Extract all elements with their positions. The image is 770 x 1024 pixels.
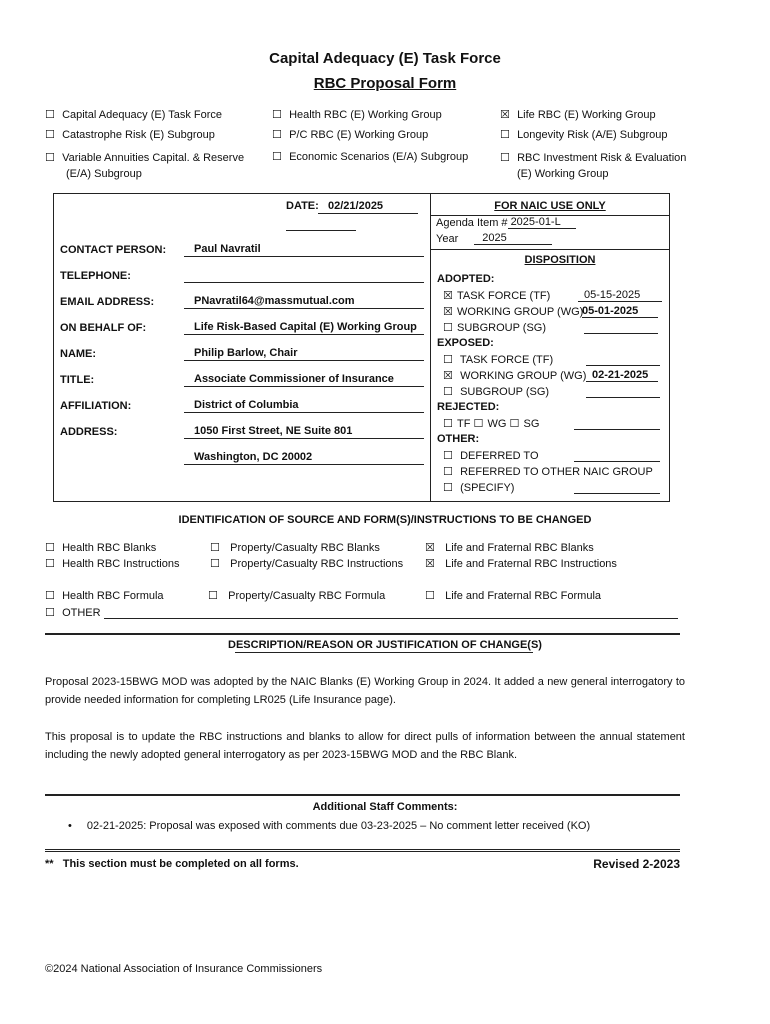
date-field[interactable]: 02/21/2025 [318, 200, 418, 214]
group-checkbox-economic-scenarios[interactable]: ☐ Economic Scenarios (E/A) Subgroup [272, 150, 469, 163]
rejected-wg-checkbox[interactable]: ☐ WG [473, 417, 507, 430]
life-rbc-instructions-checkbox[interactable]: ☒ Life and Fraternal RBC Instructions [425, 557, 617, 570]
deferred-to-field[interactable] [574, 449, 660, 462]
group-checkbox-pc-rbc[interactable]: ☐ P/C RBC (E) Working Group [272, 128, 429, 141]
agenda-item-field[interactable]: 2025-01-L [508, 217, 576, 229]
checkbox-icon: ☐ [45, 589, 55, 602]
name-field[interactable]: Philip Barlow, Chair [184, 347, 424, 361]
specify-checkbox[interactable]: ☐ (SPECIFY) [443, 481, 515, 494]
agenda-item-row: Agenda Item # 2025-01-L [436, 217, 576, 229]
description-heading-underline [235, 652, 533, 653]
address-line2-field[interactable]: Washington, DC 20002 [184, 451, 424, 465]
checkbox-icon: ☐ [272, 150, 282, 163]
telephone-field[interactable] [184, 269, 424, 283]
checkbox-icon: ☐ [210, 557, 220, 570]
life-rbc-formula-checkbox[interactable]: ☐ Life and Fraternal RBC Formula [425, 589, 602, 602]
adopted-label: ADOPTED: [437, 273, 495, 285]
referred-to-checkbox[interactable]: ☐ REFERRED TO OTHER NAIC GROUP [443, 465, 653, 478]
form-subtitle: RBC Proposal Form [313, 75, 457, 92]
year-row: Year 2025 [436, 233, 552, 245]
pc-rbc-formula-checkbox[interactable]: ☐ Property/Casualty RBC Formula [208, 589, 386, 602]
exposed-sg-checkbox[interactable]: ☐ SUBGROUP (SG) [443, 385, 550, 398]
email-label: EMAIL ADDRESS: [60, 296, 155, 308]
group-checkbox-capital-adequacy[interactable]: ☐ Capital Adequacy (E) Task Force [45, 108, 223, 121]
disposition-heading: DISPOSITION [524, 254, 596, 266]
on-behalf-of-label: ON BEHALF OF: [60, 322, 147, 334]
form-title: Capital Adequacy (E) Task Force [269, 50, 501, 67]
identification-heading: IDENTIFICATION OF SOURCE AND FORM(S)/INSTRUCTIONS TO BE CHANGED [178, 514, 592, 526]
checkbox-icon: ☐ [443, 385, 453, 398]
health-rbc-instructions-checkbox[interactable]: ☐ Health RBC Instructions [45, 557, 180, 570]
pc-rbc-blanks-checkbox[interactable]: ☐ Property/Casualty RBC Blanks [210, 541, 380, 554]
title-label: TITLE: [60, 374, 95, 386]
checkbox-icon: ☐ [443, 321, 453, 334]
checkbox-icon: ☐ [45, 128, 55, 141]
exposed-wg-date[interactable]: 02-21-2025 [586, 369, 658, 382]
on-behalf-of-field[interactable]: Life Risk-Based Capital (E) Working Group [184, 321, 424, 335]
exposed-tf-checkbox[interactable]: ☐ TASK FORCE (TF) [443, 353, 554, 366]
checkbox-icon: ☐ [45, 557, 55, 570]
email-field[interactable]: PNavratil64@massmutual.com [184, 295, 424, 309]
checkbox-icon: ☐ [272, 108, 282, 121]
staff-comment-bullet: • 02-21-2025: Proposal was exposed with comments due 03-23-2025 – No comment letter received (KO) [68, 820, 591, 832]
description-paragraph-2: This proposal is to update the RBC instructions and blanks to allow for direct pulls of information between the annual statement including the newly adopted general interrogatory as per 2023-15BWG MOD and the RBC Blank. [45, 731, 685, 761]
adopted-sg-date[interactable] [584, 321, 658, 334]
description-heading: DESCRIPTION/REASON OR JUSTIFICATION OF CHANGE(S) [228, 639, 542, 651]
deferred-to-checkbox[interactable]: ☐ DEFERRED TO [443, 449, 539, 462]
checked-checkbox-icon: ☒ [443, 305, 453, 318]
other-label: OTHER: [437, 433, 480, 445]
checkbox-icon: ☐ [272, 128, 282, 141]
exposed-label: EXPOSED: [437, 337, 494, 349]
group-checkbox-variable-annuities[interactable]: ☐ Variable Annuities Capital. & Reserve (E/A) Subgroup [45, 151, 245, 180]
group-checkbox-life-rbc[interactable]: ☒ Life RBC (E) Working Group [500, 108, 656, 121]
checkbox-icon: ☐ [443, 449, 453, 462]
rejected-date[interactable] [574, 417, 660, 430]
footer-note: ** This section must be completed on all forms. [45, 858, 299, 870]
other-source-field[interactable] [104, 606, 678, 619]
copyright: ©2024 National Association of Insurance Commissioners [45, 963, 323, 975]
bullet-icon: • [68, 820, 72, 832]
exposed-tf-date[interactable] [586, 353, 660, 366]
adopted-sg-checkbox[interactable]: ☐ SUBGROUP (SG) [443, 321, 547, 334]
exposed-sg-date[interactable] [586, 385, 660, 398]
pc-rbc-instructions-checkbox[interactable]: ☐ Property/Casualty RBC Instructions [210, 557, 404, 570]
title-field[interactable]: Associate Commissioner of Insurance [184, 373, 424, 387]
checkbox-icon: ☐ [45, 151, 55, 164]
checkbox-icon: ☐ [425, 589, 435, 602]
checked-checkbox-icon: ☒ [425, 557, 435, 570]
staff-divider [45, 794, 680, 796]
staff-comments-heading: Additional Staff Comments: [312, 801, 458, 813]
checkbox-icon: ☐ [500, 151, 510, 164]
checkbox-icon: ☐ [45, 541, 55, 554]
checkbox-icon: ☐ [45, 108, 55, 121]
footer-divider [45, 849, 680, 854]
description-paragraph-1: Proposal 2023-15BWG MOD was adopted by the NAIC Blanks (E) Working Group in 2024. It added a new general interrogatory to provide needed information for completing LR025 (Life Insurance page). [45, 676, 685, 706]
date-continuation-line [286, 218, 356, 231]
checked-checkbox-icon: ☒ [425, 541, 435, 554]
life-rbc-blanks-checkbox[interactable]: ☒ Life and Fraternal RBC Blanks [425, 541, 594, 554]
affiliation-field[interactable]: District of Columbia [184, 399, 424, 413]
telephone-label: TELEPHONE: [60, 270, 131, 282]
affiliation-label: AFFILIATION: [60, 400, 132, 412]
checked-checkbox-icon: ☒ [443, 369, 453, 382]
adopted-wg-date[interactable]: 05-01-2025 [582, 305, 658, 318]
year-field[interactable]: 2025 [474, 233, 552, 245]
other-source-checkbox[interactable]: ☐ OTHER [45, 606, 101, 619]
rejected-tf-checkbox[interactable]: ☐ TF [443, 417, 471, 430]
checkbox-icon: ☐ [473, 417, 484, 430]
checkbox-icon: ☐ [208, 589, 218, 602]
naic-use-heading: FOR NAIC USE ONLY [494, 200, 606, 212]
checkbox-icon: ☐ [509, 417, 520, 430]
health-rbc-blanks-checkbox[interactable]: ☐ Health RBC Blanks [45, 541, 157, 554]
adopted-wg-checkbox[interactable]: ☒ WORKING GROUP (WG) [443, 305, 584, 318]
checkbox-icon: ☐ [443, 465, 453, 478]
group-checkbox-investment-risk[interactable]: ☐ RBC Investment Risk & Evaluation (E) Working Group [500, 151, 687, 180]
checked-checkbox-icon: ☒ [500, 108, 510, 121]
exposed-wg-checkbox[interactable]: ☒ WORKING GROUP (WG) [443, 369, 587, 382]
group-checkbox-health-rbc[interactable]: ☐ Health RBC (E) Working Group [272, 108, 442, 121]
contact-person-field[interactable]: Paul Navratil [184, 243, 424, 257]
revised-label: Revised 2-2023 [593, 857, 680, 871]
checkbox-icon: ☐ [443, 353, 453, 366]
adopted-tf-date[interactable]: 05-15-2025 [578, 289, 662, 302]
rejected-label: REJECTED: [437, 401, 500, 413]
adopted-tf-checkbox[interactable]: ☒ TASK FORCE (TF) [443, 289, 551, 302]
checkbox-icon: ☐ [45, 606, 55, 619]
checkbox-icon: ☐ [443, 481, 453, 494]
group-checkbox-longevity-risk[interactable]: ☐ Longevity Risk (A/E) Subgroup [500, 128, 668, 141]
rejected-options [443, 417, 539, 430]
section-divider [45, 633, 680, 635]
contact-person-label: CONTACT PERSON: [60, 244, 167, 256]
checkbox-icon: ☐ [210, 541, 220, 554]
name-label: NAME: [60, 348, 97, 360]
checkbox-icon: ☐ [500, 128, 510, 141]
rejected-sg-checkbox[interactable]: ☐ SG [509, 417, 540, 430]
group-checkbox-catastrophe-risk[interactable]: ☐ Catastrophe Risk (E) Subgroup [45, 128, 215, 141]
health-rbc-formula-checkbox[interactable]: ☐ Health RBC Formula [45, 589, 164, 602]
address-line1-field[interactable]: 1050 First Street, NE Suite 801 [184, 425, 424, 439]
address-label: ADDRESS: [60, 426, 118, 438]
checkbox-icon: ☐ [443, 417, 453, 430]
naic-divider-mid [430, 249, 670, 250]
date-label: DATE: [286, 200, 319, 212]
checked-checkbox-icon: ☒ [443, 289, 453, 302]
specify-field[interactable] [574, 481, 660, 494]
